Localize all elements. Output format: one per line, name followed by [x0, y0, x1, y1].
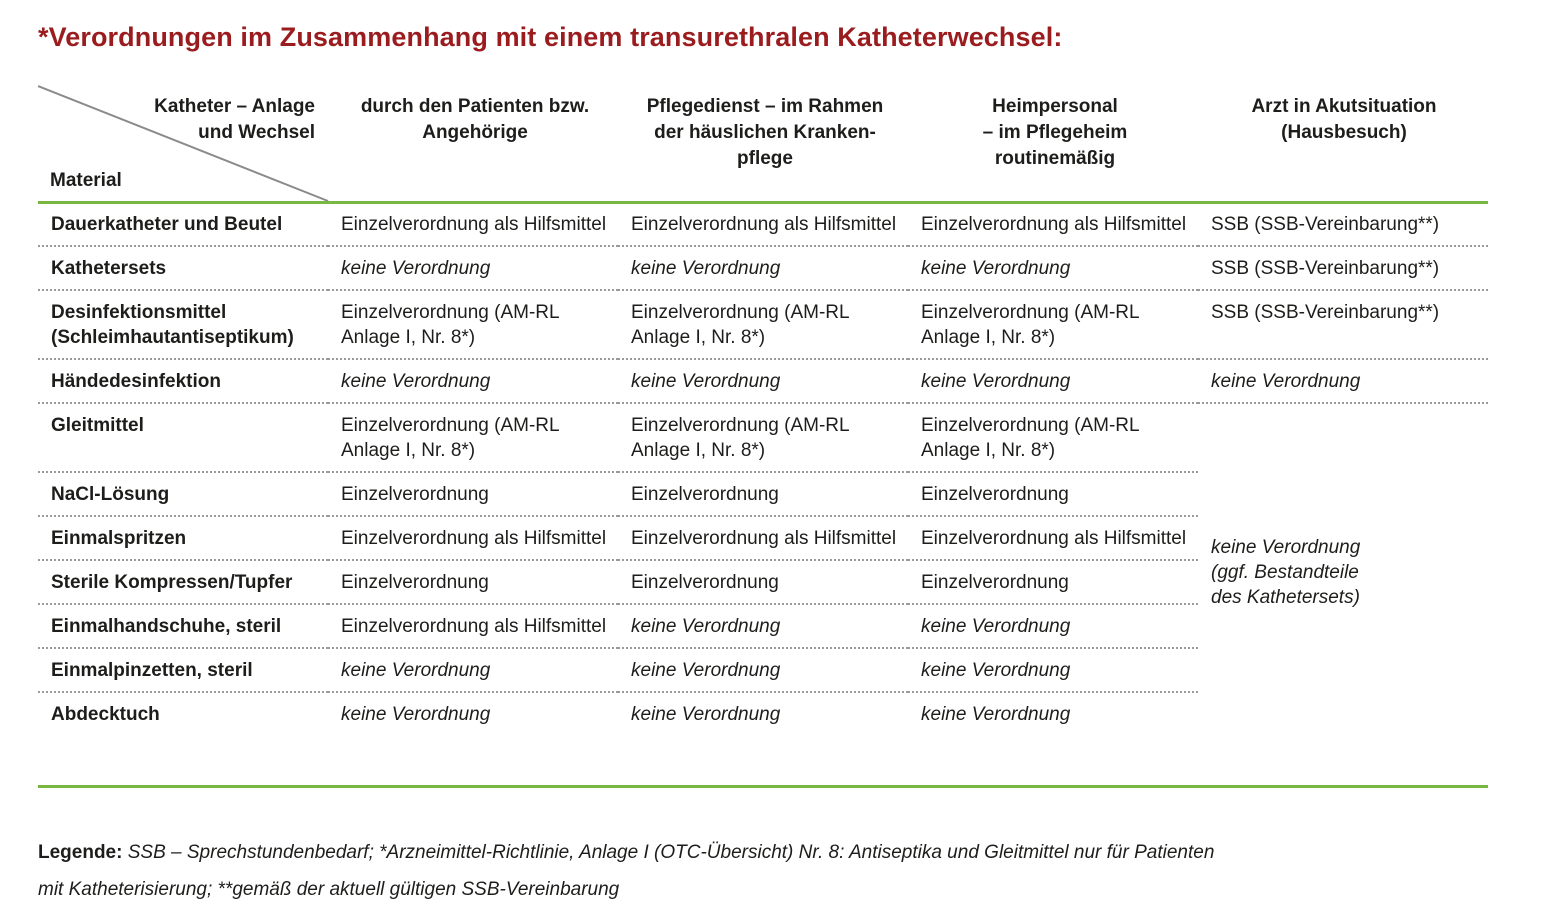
header-col-line: der häuslichen Kranken-: [654, 122, 876, 143]
header-col-arzt: [1200, 94, 1488, 146]
heimpersonal-cell: keine Verordnung: [908, 604, 1198, 648]
material-cell: [38, 290, 328, 359]
heimpersonal-cell: Einzelverordnung (AM-RL Anlage I, Nr. 8*): [908, 290, 1198, 359]
header-corner-line: Katheter – Anlage: [154, 96, 315, 117]
table-row: [38, 246, 1488, 290]
header-col-line: Heimpersonal: [992, 96, 1118, 117]
header-col-line: Arzt in Akutsituation: [1251, 96, 1437, 117]
header-col-heimpersonal: [910, 94, 1200, 172]
patient-cell: keine Verordnung: [341, 704, 491, 725]
header-material-label: Material: [50, 170, 122, 191]
header-col-line: routinemäßig: [994, 148, 1116, 169]
arzt-cell: keine Verordnung: [1198, 359, 1488, 403]
arzt-merged-cell: [1198, 403, 1488, 735]
heimpersonal-cell: Einzelverordnung: [908, 472, 1198, 516]
pflegedienst-cell: keine Verordnung: [618, 604, 908, 648]
material-cell: Sterile Kompressen/Tupfer: [38, 560, 328, 604]
legend-text: SSB – Sprechstundenbedarf; *Arzneimittel-Richtlinie, Anlage I (OTC-Übersicht) Nr. 8: Antiseptika und Gleitmittel nur für Patienten: [127, 842, 1215, 863]
patient-cell: Einzelverordnung: [328, 560, 618, 604]
heimpersonal-cell: Einzelverordnung (AM-RL Anlage I, Nr. 8*): [908, 403, 1198, 472]
material-cell: Einmalspritzen: [38, 516, 328, 560]
header-col-patient: [330, 94, 620, 146]
pflegedienst-cell: keine Verordnung: [631, 704, 781, 725]
material-cell: Händedesinfektion: [38, 359, 328, 403]
arzt-cell: SSB (SSB-Vereinbarung**): [1198, 290, 1488, 359]
pflegedienst-cell: Einzelverordnung als Hilfsmittel: [618, 203, 908, 246]
patient-cell: Einzelverordnung (AM-RL Anlage I, Nr. 8*): [328, 403, 618, 472]
header-corner-line: und Wechsel: [198, 122, 315, 143]
legend-text: mit Katheterisierung; **gemäß der aktuell gültigen SSB-Vereinbarung: [38, 879, 620, 900]
pflegedienst-cell: keine Verordnung: [618, 359, 908, 403]
material-cell: Einmalhandschuhe, steril: [38, 604, 328, 648]
legend-line: [38, 834, 1498, 871]
pflegedienst-cell: Einzelverordnung als Hilfsmittel: [618, 516, 908, 560]
table-row: [38, 290, 1488, 359]
header-col-line: durch den Patienten bzw.: [360, 96, 590, 117]
page-title: *Verordnungen im Zusammenhang mit einem transurethralen Katheterwechsel:: [38, 22, 1063, 52]
table-row: [38, 359, 1488, 403]
header-corner-top: [108, 94, 315, 146]
table-bottom-rule: [38, 785, 1488, 788]
heimpersonal-cell: keine Verordnung: [921, 704, 1071, 725]
header-col-line: (Hausbesuch): [1281, 122, 1407, 143]
table-row: [38, 203, 1488, 246]
heimpersonal-cell: keine Verordnung: [908, 359, 1198, 403]
header-col-pflegedienst: [620, 94, 910, 172]
patient-cell: Einzelverordnung als Hilfsmittel: [328, 203, 618, 246]
pflegedienst-cell: Einzelverordnung: [618, 560, 908, 604]
material-cell: Kathetersets: [38, 246, 328, 290]
heimpersonal-cell: keine Verordnung: [908, 648, 1198, 692]
material-cell: Einmalpinzetten, steril: [38, 648, 328, 692]
header-col-line: – im Pflegeheim: [982, 122, 1128, 143]
pflegedienst-cell: Einzelverordnung (AM-RL Anlage I, Nr. 8*): [618, 403, 908, 472]
prescription-table: [38, 203, 1488, 735]
pflegedienst-cell: keine Verordnung: [618, 648, 908, 692]
arzt-merged-line: keine Verordnung: [1211, 536, 1361, 558]
arzt-cell: SSB (SSB-Vereinbarung**): [1198, 203, 1488, 246]
arzt-merged-line: (ggf. Bestandteile: [1211, 561, 1359, 583]
heimpersonal-cell: Einzelverordnung als Hilfsmittel: [908, 203, 1198, 246]
material-cell: Gleitmittel: [38, 403, 328, 472]
header-col-line: Angehörige: [422, 122, 528, 143]
patient-cell: Einzelverordnung als Hilfsmittel: [328, 516, 618, 560]
header-col-line: pflege: [737, 148, 793, 169]
material-cell: Abdecktuch: [51, 704, 160, 725]
material-cell: Dauerkatheter und Beutel: [38, 203, 328, 246]
patient-cell: Einzelverordnung: [328, 472, 618, 516]
patient-cell: Einzelverordnung (AM-RL Anlage I, Nr. 8*): [328, 290, 618, 359]
pflegedienst-cell: keine Verordnung: [618, 246, 908, 290]
patient-cell: keine Verordnung: [328, 246, 618, 290]
patient-cell: keine Verordnung: [328, 359, 618, 403]
patient-cell: Einzelverordnung als Hilfsmittel: [328, 604, 618, 648]
pflegedienst-cell: Einzelverordnung: [618, 472, 908, 516]
material-cell: NaCl-Lösung: [38, 472, 328, 516]
legend-label: Legende:: [38, 842, 123, 863]
material-line: (Schleimhautantiseptikum): [51, 327, 294, 348]
arzt-cell: SSB (SSB-Vereinbarung**): [1198, 246, 1488, 290]
heimpersonal-cell: Einzelverordnung: [908, 560, 1198, 604]
pflegedienst-cell: Einzelverordnung (AM-RL Anlage I, Nr. 8*): [618, 290, 908, 359]
legend: [38, 834, 1498, 908]
table-header: [38, 82, 1488, 202]
table-row: [38, 403, 1488, 472]
heimpersonal-cell: Einzelverordnung als Hilfsmittel: [908, 516, 1198, 560]
header-col-line: Pflegedienst – im Rahmen: [646, 96, 884, 117]
material-line: Desinfektionsmittel: [51, 302, 227, 323]
patient-cell: keine Verordnung: [328, 648, 618, 692]
arzt-merged-line: des Kathetersets): [1211, 586, 1360, 608]
heimpersonal-cell: keine Verordnung: [908, 246, 1198, 290]
